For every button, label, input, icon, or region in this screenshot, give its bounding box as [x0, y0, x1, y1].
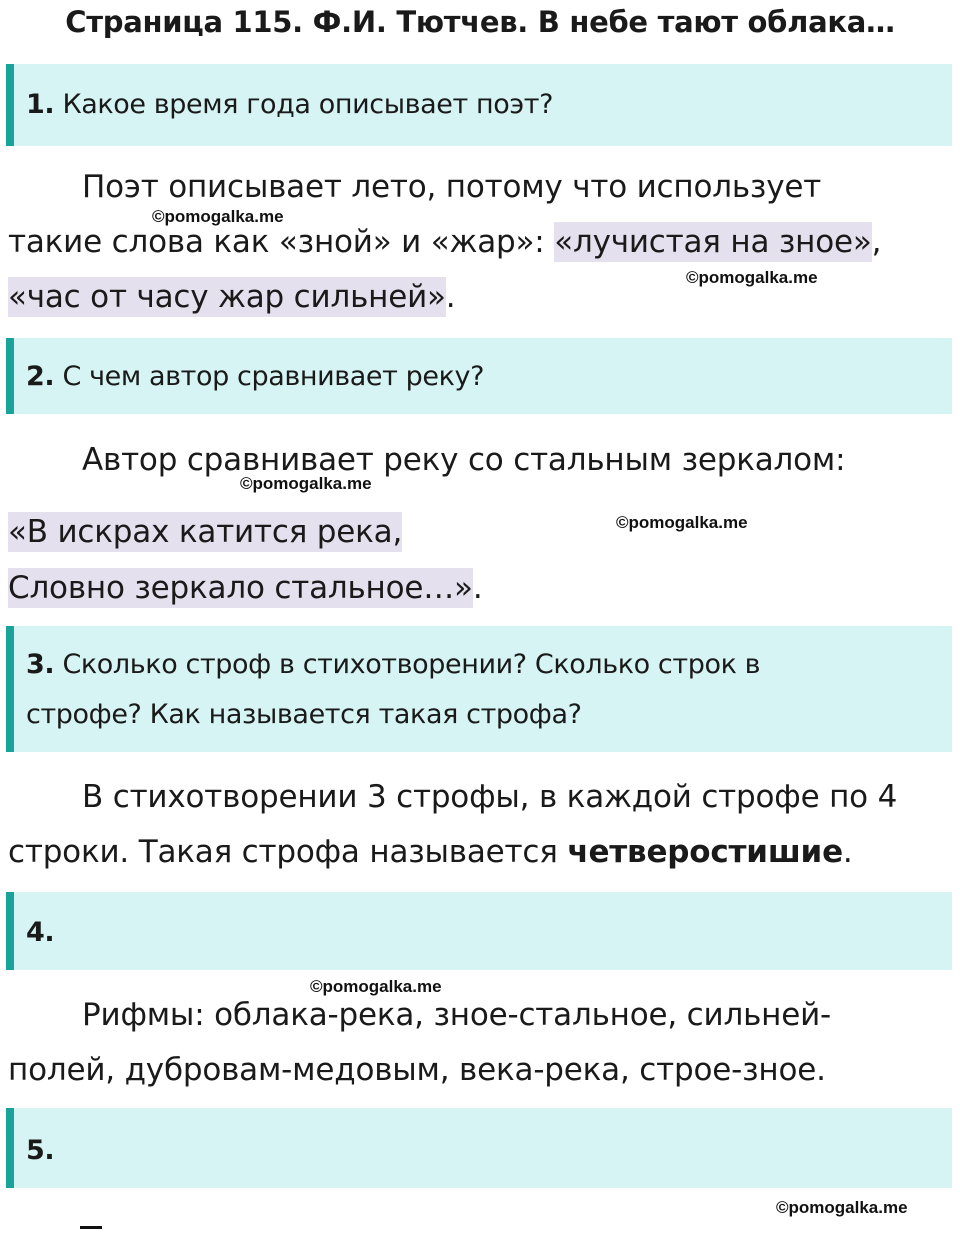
bold-term: четверостишие	[567, 834, 843, 870]
watermark: ©pomogalka.me	[240, 474, 372, 493]
quote-highlight: «В искрах катится река,	[8, 514, 403, 550]
question-3-line-1	[26, 640, 952, 690]
question-4-box	[6, 892, 952, 970]
trailing-dash	[80, 1226, 102, 1229]
question-3-line-2: строфе? Как называется такая строфа?	[26, 699, 582, 730]
punctuation: .	[842, 834, 853, 870]
punctuation: ,	[871, 224, 882, 260]
watermark: ©pomogalka.me	[776, 1198, 908, 1217]
answer-2-line-2	[8, 504, 953, 560]
answer-4-line-1: Рифмы: облака-река, зное-стальное, сильней-	[82, 997, 832, 1033]
quote-highlight: «лучистая на зное»	[554, 224, 872, 260]
question-5-box	[6, 1108, 952, 1188]
question-1-box	[6, 64, 952, 146]
question-number: 3.	[26, 649, 55, 680]
watermark: ©pomogalka.me	[616, 513, 748, 532]
question-number: 1.	[26, 89, 55, 120]
question-3-box	[6, 626, 952, 752]
question-text: Какое время года описывает поэт?	[62, 89, 554, 120]
quote-highlight: «час от часу жар сильней»	[8, 279, 446, 315]
answer-2-line-1: Автор сравнивает реку со стальным зеркалом:	[82, 442, 846, 478]
answer-4-line-2: полей, дубровам-медовым, века-река, строе-зное.	[8, 1052, 826, 1088]
question-text: Сколько строф в стихотворении? Сколько строк в	[62, 649, 761, 680]
answer-1	[8, 160, 953, 325]
answer-1-line-2	[8, 215, 953, 270]
answer-text: строки. Такая строфа называется	[8, 834, 568, 870]
answer-3-line-1: В стихотворении 3 строфы, в каждой строфе по 4	[82, 779, 898, 815]
answer-2	[8, 432, 953, 616]
punctuation: .	[472, 570, 483, 606]
answer-1-line-1: Поэт описывает лето, потому что использует	[82, 169, 822, 205]
answer-text: такие слова как «зной» и «жар»:	[8, 224, 555, 260]
page-title: Страница 115. Ф.И. Тютчев. В небе тают облака…	[65, 5, 895, 39]
watermark: ©pomogalka.me	[310, 977, 442, 996]
answer-3	[8, 770, 953, 880]
quote-highlight: Словно зеркало стальное…»	[8, 570, 473, 606]
question-number: 5.	[26, 1135, 55, 1166]
watermark: ©pomogalka.me	[152, 207, 284, 226]
watermark: ©pomogalka.me	[686, 268, 818, 287]
answer-3-line-2	[8, 825, 953, 880]
answer-2-line-3	[8, 560, 953, 616]
question-number: 4.	[26, 917, 55, 948]
punctuation: .	[445, 279, 456, 315]
question-text: С чем автор сравнивает реку?	[62, 361, 485, 392]
question-2-box	[6, 338, 952, 414]
answer-4	[8, 988, 953, 1098]
question-number: 2.	[26, 361, 55, 392]
